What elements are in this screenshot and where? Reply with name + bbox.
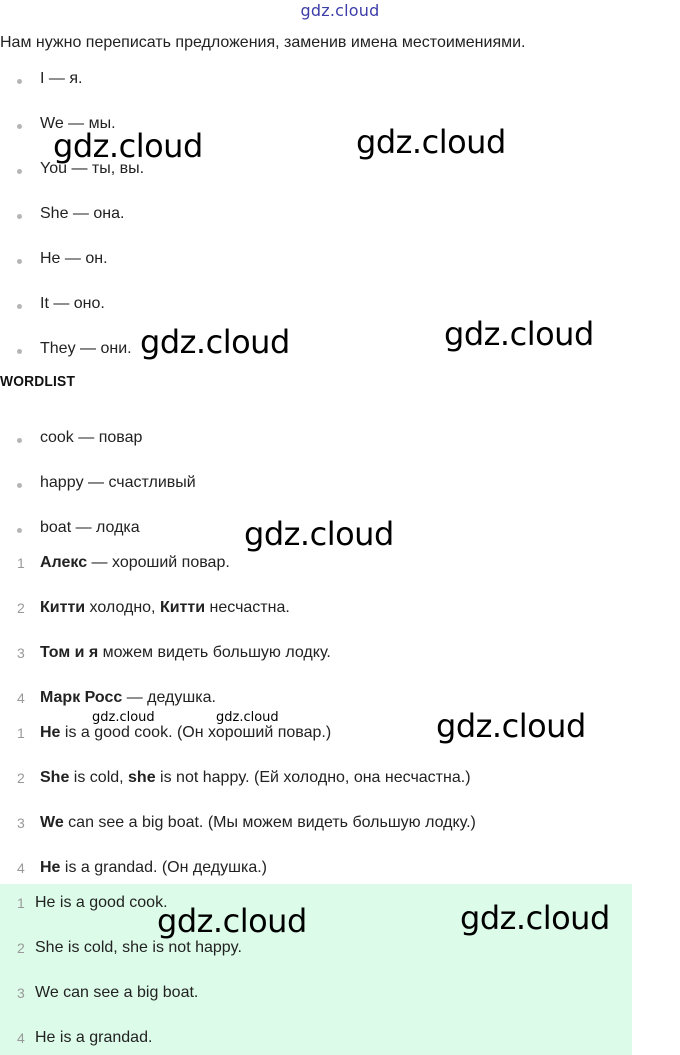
watermark: gdz.cloud bbox=[53, 127, 203, 165]
sentence-part: is cold, bbox=[69, 769, 129, 786]
watermark: gdz.cloud bbox=[92, 710, 155, 725]
bullet-icon bbox=[17, 169, 22, 174]
name-bold: Китти bbox=[40, 599, 86, 616]
bullet-icon bbox=[17, 528, 22, 533]
watermark: gdz.cloud bbox=[244, 515, 394, 553]
list-item-text: happy — счастливый bbox=[40, 474, 196, 491]
sentence-text bbox=[40, 811, 476, 835]
watermark: gdz.cloud bbox=[157, 902, 307, 940]
sentence-part: — дедушка. bbox=[122, 689, 216, 706]
pronoun-bold: We bbox=[40, 814, 64, 831]
answer-text: He is a grandad. bbox=[35, 1029, 153, 1046]
list-item-text: He — он. bbox=[40, 250, 108, 267]
bullet-icon bbox=[17, 259, 22, 264]
sentence-text bbox=[40, 596, 290, 620]
sentence-part: can see a big boat. (Мы можем видеть большую лодку.) bbox=[63, 814, 476, 831]
list-item-text: They — они. bbox=[40, 340, 132, 357]
bullet-icon bbox=[17, 349, 22, 354]
item-number: 2 bbox=[17, 940, 25, 956]
list-item-text: You — ты, вы. bbox=[40, 160, 145, 177]
bullet-icon bbox=[17, 214, 22, 219]
sentence-text bbox=[40, 551, 230, 575]
sentence-text bbox=[40, 686, 216, 710]
item-number: 4 bbox=[17, 860, 25, 876]
bullet-icon bbox=[17, 124, 22, 129]
item-number: 3 bbox=[17, 815, 25, 831]
item-number: 1 bbox=[17, 895, 25, 911]
watermark: gdz.cloud bbox=[216, 710, 279, 725]
list-item-text: cook — повар bbox=[40, 429, 143, 446]
sentence-part: is not happy. (Ей холодно, она несчастна.) bbox=[155, 769, 471, 786]
answer-text: She is cold, she is not happy. bbox=[35, 939, 242, 956]
name-bold: Китти bbox=[159, 599, 206, 616]
item-number: 3 bbox=[17, 985, 25, 1001]
pronoun-bold: He bbox=[40, 859, 61, 876]
sentence-part: холодно, bbox=[85, 599, 160, 616]
watermark: gdz.cloud bbox=[460, 899, 610, 937]
intro-text: Нам нужно переписать предложения, заменив имена местоимениями. bbox=[0, 34, 526, 51]
sentence-text bbox=[40, 766, 471, 790]
list-item-text: I — я. bbox=[40, 70, 83, 87]
item-number: 2 bbox=[17, 770, 25, 786]
sentence-text bbox=[40, 721, 331, 745]
site-logo-text[interactable]: gdz.cloud bbox=[300, 1, 380, 20]
item-number: 3 bbox=[17, 645, 25, 661]
item-number: 2 bbox=[17, 600, 25, 616]
item-number: 4 bbox=[17, 690, 25, 706]
watermark: gdz.cloud bbox=[444, 315, 594, 353]
sentence-part: несчастна. bbox=[205, 599, 290, 616]
pronoun-bold: He bbox=[40, 724, 61, 741]
watermark: gdz.cloud bbox=[436, 707, 586, 745]
item-number: 1 bbox=[17, 555, 25, 571]
item-number: 4 bbox=[17, 1030, 25, 1046]
sentence-part: — хороший повар. bbox=[87, 554, 230, 571]
list-item-text: She — она. bbox=[40, 205, 125, 222]
watermark: gdz.cloud bbox=[356, 123, 506, 161]
bullet-icon bbox=[17, 483, 22, 488]
sentence-text bbox=[40, 641, 331, 665]
list-item-text: We — мы. bbox=[40, 115, 116, 132]
bullet-icon bbox=[17, 438, 22, 443]
sentence-part: можем видеть большую лодку. bbox=[98, 644, 331, 661]
watermark: gdz.cloud bbox=[140, 323, 290, 361]
item-number: 1 bbox=[17, 725, 25, 741]
wordlist-heading: WORDLIST bbox=[0, 373, 76, 390]
sentence-part: is a grandad. (Он дедушка.) bbox=[60, 859, 267, 876]
sentence-part: is a good cook. (Он хороший повар.) bbox=[60, 724, 332, 741]
answer-text: He is a good cook. bbox=[35, 894, 168, 911]
name-bold: Алекс bbox=[40, 554, 88, 571]
list-item-text: boat — лодка bbox=[40, 519, 140, 536]
answer-text: We can see a big boat. bbox=[35, 984, 199, 1001]
pronoun-bold: She bbox=[40, 769, 70, 786]
list-item-text: It — оно. bbox=[40, 295, 105, 312]
name-bold: Марк Росс bbox=[40, 689, 123, 706]
sentence-text bbox=[40, 856, 267, 880]
name-bold: Том и я bbox=[40, 644, 99, 661]
bullet-icon bbox=[17, 304, 22, 309]
bullet-icon bbox=[17, 79, 22, 84]
pronoun-bold: she bbox=[128, 769, 156, 786]
